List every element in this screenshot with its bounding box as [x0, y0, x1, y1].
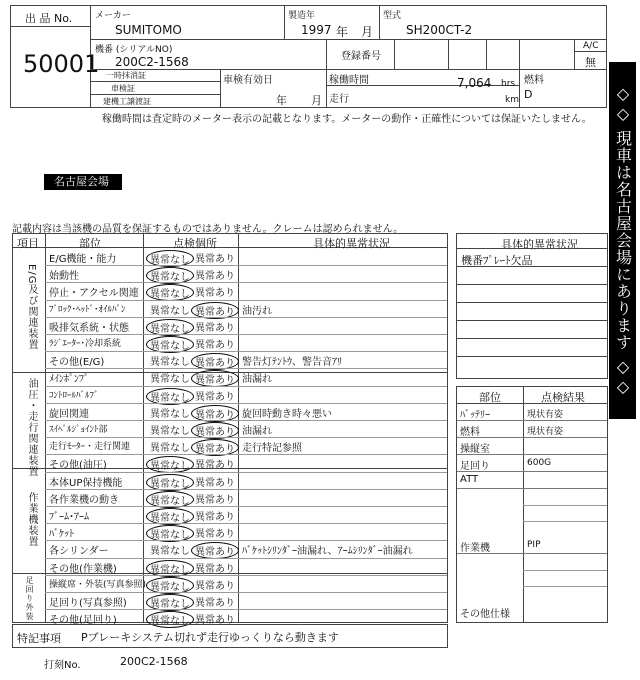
row-abnormal: 異常あり — [195, 563, 235, 575]
row-abnormal: 異常あり — [195, 340, 235, 351]
row-normal: 異常なし — [146, 577, 194, 594]
header-detail: 具体的異常状況 — [313, 237, 390, 250]
row-abnormal: 異常あり — [195, 288, 235, 300]
venue-label: 名古屋会場 — [44, 174, 122, 190]
row-abnormal: 異常あり — [195, 477, 235, 489]
side-banner-text: ◇◇ 現車は名古屋会場にあります ◇◇ — [613, 83, 633, 398]
row-abnormal: 異常あり — [191, 439, 239, 456]
maker: SUMITOMO — [115, 23, 182, 37]
row-part: 走行ﾓｰﾀｰ・走行関連 — [49, 442, 131, 453]
header-item: 項目 — [17, 237, 39, 250]
row-part: その他(作業機) — [49, 563, 117, 575]
row-normal: 異常なし — [146, 491, 194, 508]
row-abnormal: 異常あり — [191, 405, 239, 422]
item-no: 50001 — [23, 50, 100, 78]
row-abnormal: 異常あり — [195, 271, 235, 283]
header-part: 部位 — [79, 237, 101, 250]
row-abnormal: 異常あり — [195, 580, 235, 592]
row-part: 停止・アクセル関連 — [49, 288, 139, 300]
stamp-label: 打刻No. — [44, 660, 81, 671]
side-banner — [609, 62, 636, 419]
inspection-month: 月 — [311, 94, 322, 107]
hours-note: 稼働時間は査定時のメーター表示の記載となります。メーターの動作・正確性については保証いたしません。 — [102, 114, 592, 125]
right-detail-entry: 機番ﾌﾟﾚｰﾄ欠品 — [461, 254, 533, 267]
right-detail-header: 具体的異常状況 — [501, 238, 578, 251]
row-normal: 異常なし — [146, 267, 194, 284]
right-detail-table — [456, 233, 608, 379]
result-value: 600G — [527, 458, 552, 468]
row-abnormal: 異常あり — [195, 512, 235, 523]
row-normal: 異常なし — [146, 474, 194, 491]
serial: 200C2-1568 — [115, 55, 189, 69]
row-detail: 旋回時動き時々悪い — [242, 408, 332, 420]
row-part: ﾊﾞｹｯﾄ — [49, 529, 74, 541]
row-part: 吸排気系統・状態 — [49, 322, 129, 334]
row-part: 旋回関連 — [49, 408, 89, 420]
hours-unit: hrs — [501, 79, 516, 89]
row-part: 足回り(写真参照) — [49, 598, 127, 609]
maker-label: メーカー — [95, 11, 131, 21]
month-unit: 月 — [361, 25, 374, 39]
row-detail: 警告灯ﾃﾝﾄｳ、警告音ｱﾘ — [242, 357, 342, 369]
remarks-box — [12, 624, 448, 648]
remarks-text: Pブレーキシステム切れず走行ゆっくりなら動きます — [81, 631, 339, 644]
row-part: 操縦席・外装(写真参照) — [49, 579, 147, 590]
row-detail: ﾊﾞｹｯﾄｼﾘﾝﾀﾞｰ油漏れ、ｱｰﾑｼﾘﾝﾀﾞｰ油漏れ — [242, 546, 413, 558]
row-abnormal: 異常あり — [195, 391, 235, 403]
row-part: E/G機能・能力 — [49, 254, 117, 265]
row-normal: 異常なし — [146, 525, 194, 542]
group-hydraulic: 油圧・走行関連装置 — [26, 378, 37, 477]
row-abnormal: 異常あり — [191, 422, 239, 439]
group-eg: E/G及び関連装置 — [26, 264, 37, 351]
row-abnormal: 異常あり — [195, 598, 235, 609]
hours-label: 稼働時間 — [329, 75, 369, 86]
row-normal: 異常なし — [146, 388, 194, 405]
header-check: 点検個所 — [173, 237, 217, 250]
row-normal: 異常なし — [146, 319, 194, 336]
result-part: ATT — [460, 474, 479, 485]
model: SH200CT-2 — [406, 23, 473, 37]
result-part: 足回り — [460, 461, 490, 472]
row-normal: 異常なし — [146, 336, 194, 353]
ac-value: 無 — [585, 56, 596, 69]
year-unit: 年 — [336, 25, 349, 39]
remarks-label: 特記事項 — [17, 632, 61, 645]
year: 1997 — [301, 23, 332, 37]
ac-label: A/C — [583, 41, 599, 51]
row-part: ﾗｼﾞｴｰﾀｰ･冷却系統 — [49, 339, 122, 349]
serial-label: 機番 (シリアルNO) — [95, 45, 173, 55]
row-part: ﾒｲﾝﾎﾟﾝﾌﾟ — [49, 374, 89, 386]
row-normal: 異常なし — [150, 443, 190, 455]
row-abnormal: 異常あり — [195, 322, 235, 334]
results-table — [456, 386, 608, 623]
result-part: その他仕様 — [460, 609, 510, 620]
travel-label: 走行 — [329, 94, 349, 105]
result-value: PIP — [527, 540, 541, 550]
reg-label: 登録番号 — [341, 51, 381, 62]
row-normal: 異常なし — [150, 546, 190, 558]
row-abnormal: 異常あり — [195, 254, 235, 265]
row-normal: 異常なし — [150, 374, 190, 386]
inspection-table — [12, 233, 448, 628]
row-abnormal: 異常あり — [191, 353, 239, 370]
result-part: ﾊﾞｯﾃﾘｰ — [460, 410, 490, 421]
row-part: 始動性 — [49, 271, 79, 283]
inspection-year: 年 — [276, 94, 287, 107]
row-normal: 異常なし — [150, 305, 190, 317]
row-part: その他(油圧) — [49, 460, 107, 472]
permit-3: 建機工譲渡証 — [103, 97, 151, 106]
results-header-result: 点検結果 — [541, 391, 585, 404]
row-normal: 異常なし — [146, 284, 194, 301]
group-work: 作業機装置 — [26, 492, 37, 547]
row-abnormal: 異常あり — [191, 302, 239, 319]
result-part: 燃料 — [460, 427, 480, 438]
row-part: その他(E/G) — [49, 357, 105, 369]
row-part: ﾌﾞﾛｯｸ･ﾍｯﾄﾞ･ｵｲﾙﾊﾟﾝ — [49, 304, 126, 315]
row-abnormal: 異常あり — [191, 370, 239, 387]
row-normal: 異常なし — [150, 357, 190, 369]
model-label: 型式 — [383, 11, 402, 21]
row-abnormal: 異常あり — [195, 615, 235, 627]
row-part: ﾌﾞｰﾑ･ｱｰﾑ — [49, 512, 89, 523]
row-normal: 異常なし — [146, 508, 194, 525]
row-part: ｽｲﾍﾞﾙｼﾞｮｲﾝﾄ部 — [49, 425, 108, 435]
row-part: ｺﾝﾄﾛｰﾙﾊﾞﾙﾌﾞ — [49, 390, 99, 401]
result-value: 現状有姿 — [527, 410, 564, 420]
row-abnormal: 異常あり — [195, 494, 235, 506]
results-header-part: 部位 — [479, 391, 501, 404]
header-table — [10, 5, 607, 108]
year-label: 製造年 — [288, 11, 316, 21]
disclaimer: 記載内容は当該機の品質を保証するものではありません。クレームは認められません。 — [12, 224, 404, 235]
group-under: 足回り外装 — [25, 576, 34, 621]
result-part: 作業機 — [460, 543, 490, 554]
row-detail: 走行特記参照 — [242, 443, 302, 455]
row-normal: 異常なし — [146, 611, 194, 628]
row-detail: 油汚れ — [242, 305, 272, 317]
permit-2: 車検証 — [111, 84, 135, 93]
permit-1: 一時抹消証 — [106, 71, 146, 80]
row-part: 本体UP保持機能 — [49, 477, 123, 489]
row-abnormal: 異常あり — [191, 542, 239, 559]
row-normal: 異常なし — [146, 456, 194, 473]
item-no-label: 出 品 No. — [25, 12, 73, 25]
inspection-label: 車検有効日 — [223, 75, 273, 86]
row-normal: 異常なし — [146, 560, 194, 577]
row-part: 各作業機の動き — [49, 494, 119, 506]
result-part: 操縦室 — [460, 444, 490, 455]
fuel-value: D — [524, 88, 533, 101]
row-abnormal: 異常あり — [195, 460, 235, 472]
row-part: その他(足回り) — [49, 615, 117, 627]
row-normal: 異常なし — [150, 408, 190, 420]
row-normal: 異常なし — [146, 594, 194, 611]
row-abnormal: 異常あり — [195, 529, 235, 541]
km-unit: km — [505, 95, 519, 105]
hours-value: 7,064 — [457, 76, 492, 90]
row-normal: 異常なし — [150, 426, 190, 437]
fuel-label: 燃料 — [524, 75, 544, 86]
row-part: 各シリンダー — [49, 546, 109, 558]
row-detail: 油漏れ — [242, 374, 272, 386]
row-detail: 油漏れ — [242, 426, 272, 437]
row-normal: 異常なし — [146, 250, 194, 267]
stamp-value: 200C2-1568 — [120, 655, 188, 668]
result-value: 現状有姿 — [527, 427, 564, 437]
